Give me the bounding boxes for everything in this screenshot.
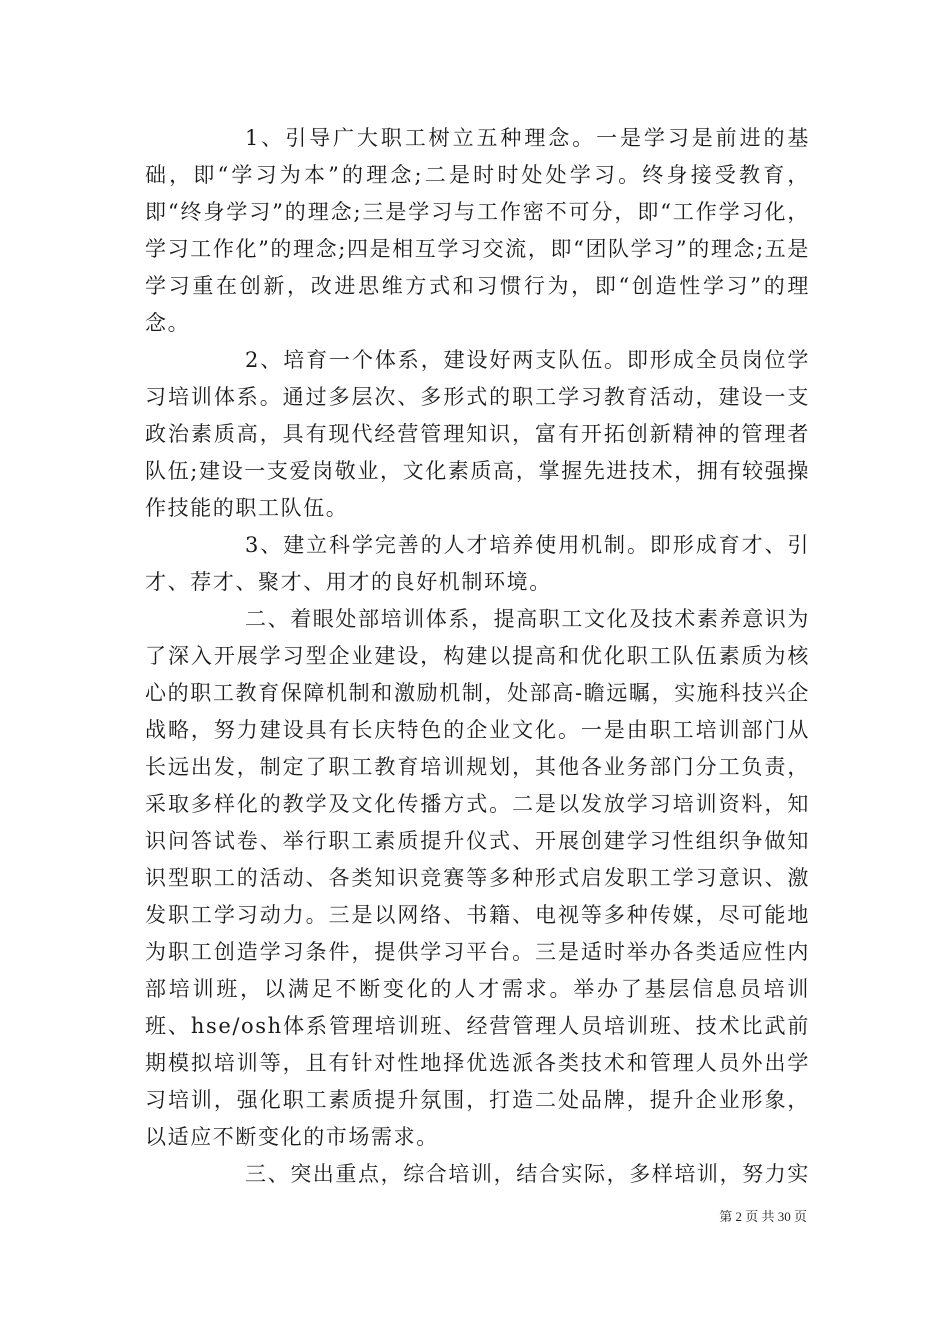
paragraph-4: 二、着眼处部培训体系，提高职工文化及技术素养意识为了深入开展学习型企业建设，构建以提高和优化职工队伍素质为核心的职工教育保障机制和激励机制，处部高-瞻远瞩，实施科技兴企战略，努力建设具有长庆特色的企业文化。一是由职工培训部门从长远出发，制定了职工教育培训规划，其他各业务部门分工负责，采取多样化的教学及文化传播方式。二是以发放学习培训资料，知识问答试卷、举行职工素质提升仪式、开展创建学习性组织争做知识型职工的活动、各类知识竞赛等多种形式启发职工学习意识、激发职工学习动力。三是以网络、书籍、电视等多种传媒，尽可能地为职工创造学习条件，提供学习平台。三是适时举办各类适应性内部培训班，以满足不断变化的人才需求。举办了基层信息员培训班、hse/osh体系管理培训班、经营管理人员培训班、技术比武前期模拟培训等，且有针对性地择优选派各类技术和管理人员外出学习培训，强化职工素质提升氛围，打造二处品牌，提升企业形象，以适应不断变化的市场需求。: [145, 607, 810, 1149]
page-number-footer: 第 2 页 共 30 页: [719, 1209, 807, 1224]
document-body: [145, 120, 810, 1193]
paragraph-5: 三、突出重点，综合培训，结合实际，多样培训，努力实: [245, 1162, 810, 1186]
paragraph-2: 2、培育一个体系，建设好两支队伍。即形成全员岗位学习培训体系。通过多层次、多形式的职工学习教育活动，建设一支政治素质高，具有现代经营管理知识，富有开拓创新精神的管理者队伍;建设一支爱岗敬业，文化素质高，掌握先进技术，拥有较强操作技能的职工队伍。: [145, 348, 810, 520]
paragraph-1: 1、引导广大职工树立五种理念。一是学习是前进的基础，即“学习为本”的理念;二是时时处处学习。终身接受教育，即“终身学习”的理念;三是学习与工作密不可分，即“工作学习化，学习工作化”的理念;四是相互学习交流，即“团队学习”的理念;五是学习重在创新，改进思维方式和习惯行为，即“创造性学习”的理念。: [145, 126, 810, 335]
paragraph-3: 3、建立科学完善的人才培养使用机制。即形成育才、引才、荐才、聚才、用才的良好机制环境。: [145, 533, 810, 594]
